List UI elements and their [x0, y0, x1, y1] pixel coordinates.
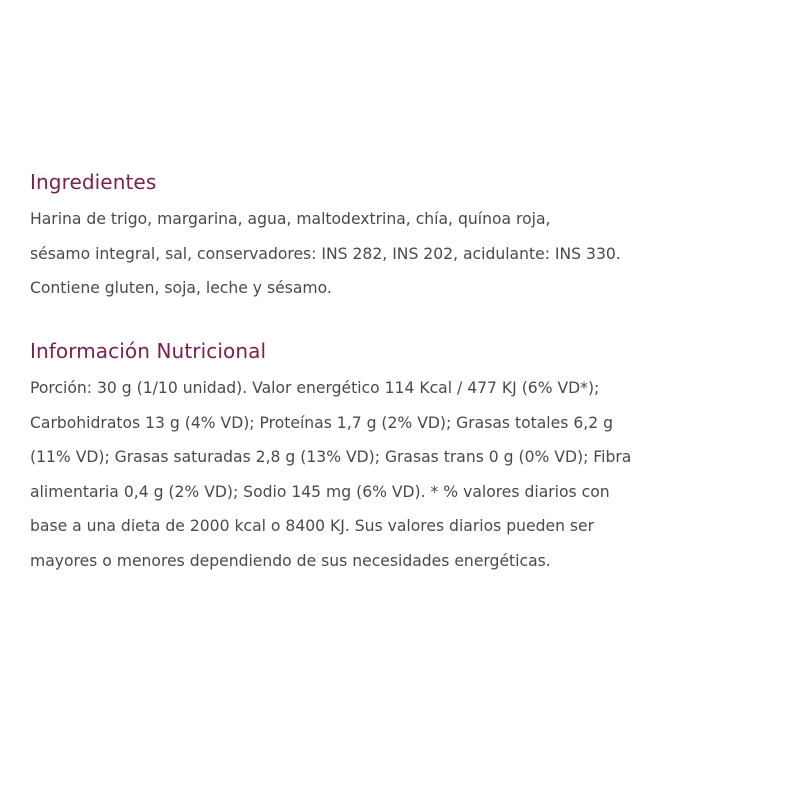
nutrition-line: (11% VD); Grasas saturadas 2,8 g (13% VD); Grasas trans 0 g (0% VD); Fibra [30, 448, 632, 467]
ingredients-line: Harina de trigo, margarina, agua, maltodextrina, chía, quínoa roja, [30, 210, 551, 228]
nutrition-line: Carbohidratos 13 g (4% VD); Proteínas 1,7 g (2% VD); Grasas totales 6,2 g [30, 413, 613, 432]
ingredients-heading: Ingredientes [30, 170, 157, 194]
nutrition-heading: Información Nutricional [30, 339, 267, 363]
nutrition-section [30, 337, 631, 579]
nutrition-line: base a una dieta de 2000 kcal o 8400 KJ. Sus valores diarios pueden ser [30, 517, 595, 536]
nutrition-line: Porción: 30 g (1/10 unidad). Valor energético 114 Kcal / 477 KJ (6% VD*); [30, 379, 600, 397]
ingredients-line: sésamo integral, sal, conservadores: INS 282, INS 202, acidulante: INS 330. [30, 244, 621, 263]
ingredients-line: Contiene gluten, soja, leche y sésamo. [30, 279, 332, 298]
ingredients-section [30, 168, 621, 306]
nutrition-text [30, 371, 631, 579]
ingredients-text [30, 202, 621, 306]
nutrition-line: alimentaria 0,4 g (2% VD); Sodio 145 mg (6% VD). * % valores diarios con [30, 482, 610, 501]
nutrition-line: mayores o menores dependiendo de sus necesidades energéticas. [30, 551, 551, 570]
